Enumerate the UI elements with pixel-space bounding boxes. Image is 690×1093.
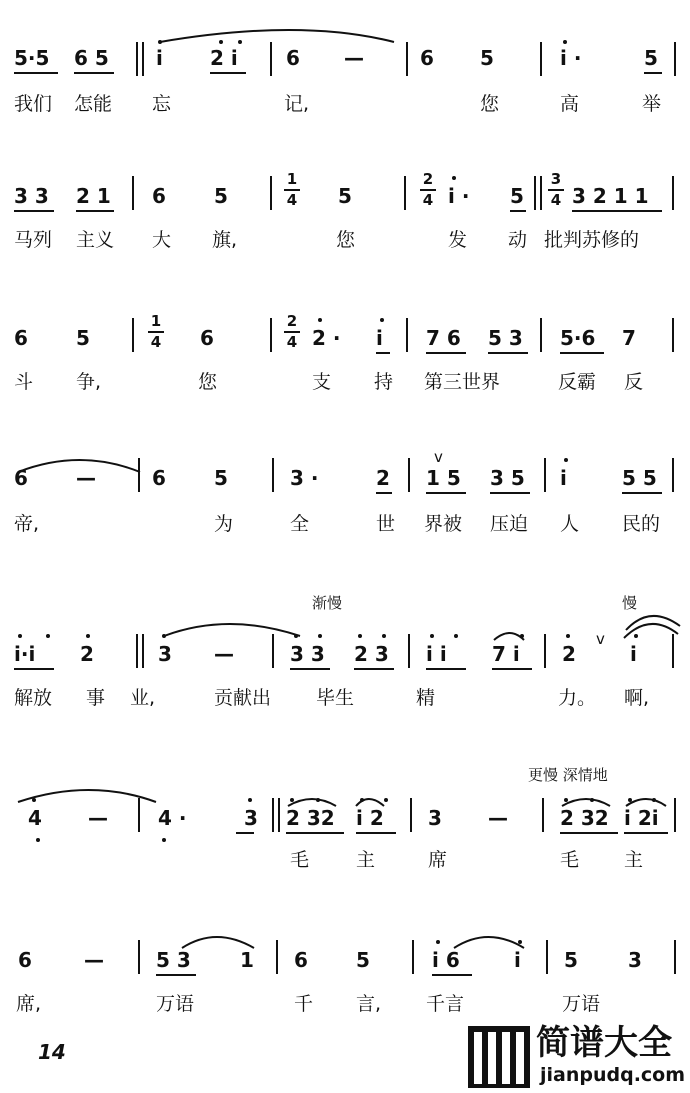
barline — [412, 940, 414, 974]
underline — [236, 832, 254, 834]
note-group: 2 — [562, 642, 576, 666]
underline — [156, 974, 196, 976]
note-group: 6 — [14, 466, 28, 490]
octave-dot — [452, 176, 456, 180]
lyric: 旗, — [212, 229, 238, 251]
octave-dot — [162, 634, 166, 638]
lyric: 人 — [560, 513, 580, 535]
octave-dot — [634, 634, 638, 638]
note-group: 5·6 — [560, 326, 596, 350]
note-group: i — [376, 326, 383, 350]
note-group: i · — [448, 184, 470, 208]
barline — [672, 176, 674, 210]
lyric: 您 — [480, 93, 500, 115]
lyric: 记, — [284, 93, 310, 115]
slur — [454, 937, 524, 948]
octave-dot — [86, 634, 90, 638]
note-group: 2 3 — [354, 642, 389, 666]
slur — [18, 790, 156, 802]
octave-dot — [358, 634, 362, 638]
octave-dot — [384, 798, 388, 802]
lyric: 毛 — [290, 849, 310, 871]
slur — [626, 799, 666, 806]
underline — [644, 72, 662, 74]
barline — [132, 318, 134, 352]
octave-dot — [563, 40, 567, 44]
lyric: 动 — [508, 229, 528, 251]
slur — [160, 30, 394, 42]
barline — [674, 798, 676, 832]
lyric: 帝, — [14, 513, 40, 535]
slur — [164, 624, 300, 636]
barline — [540, 318, 542, 352]
note-group: 5 — [564, 948, 578, 972]
note-group: 2 i — [210, 46, 238, 70]
barline — [132, 176, 134, 210]
note-group: 2 · — [312, 326, 341, 350]
underline — [490, 492, 530, 494]
octave-dot — [162, 838, 166, 842]
underline — [426, 492, 466, 494]
barline — [270, 318, 272, 352]
barline — [672, 634, 674, 668]
note-group: — — [488, 806, 508, 830]
lyric: 民的 — [622, 513, 661, 535]
lyric: 千言 — [426, 993, 465, 1015]
barline — [406, 42, 408, 76]
note-group: 3 5 — [490, 466, 525, 490]
lyric: 席, — [16, 993, 42, 1015]
underline — [492, 668, 532, 670]
lyric: 解放 — [14, 687, 53, 709]
note-group: 4 — [28, 806, 42, 830]
note-group: 6 5 — [74, 46, 109, 70]
note-group: i·i — [14, 642, 36, 666]
piano-icon — [468, 1026, 530, 1088]
lyric: 毛 — [560, 849, 580, 871]
octave-dot — [318, 318, 322, 322]
octave-dot — [290, 798, 294, 802]
slur — [288, 799, 336, 806]
expression-mark: 更慢 深情地 — [528, 766, 608, 784]
barline — [544, 634, 546, 668]
slur — [562, 799, 610, 806]
note-group: i 6 — [432, 948, 460, 972]
note-group: 5 3 — [488, 326, 523, 350]
octave-dot — [316, 798, 320, 802]
breath-mark: v — [434, 448, 443, 466]
lyric: 持 — [374, 371, 394, 393]
note-group: i — [560, 466, 567, 490]
octave-dot — [158, 40, 162, 44]
note-group: 7 6 — [426, 326, 461, 350]
underline — [286, 832, 344, 834]
note-group: 3 2 1 1 — [572, 184, 649, 208]
barline — [276, 940, 278, 974]
lyric: 大 — [152, 229, 172, 251]
lyric: 马列 — [14, 229, 53, 251]
note-group: 7 — [622, 326, 636, 350]
site-logo — [468, 1024, 690, 1092]
barline — [278, 798, 280, 832]
octave-dot — [454, 634, 458, 638]
lyric: 千 — [294, 993, 314, 1015]
octave-dot — [294, 634, 298, 638]
tempo-mark: 渐慢 — [312, 594, 343, 612]
barline — [540, 176, 542, 210]
lyric: 为 — [214, 513, 234, 535]
octave-dot — [46, 634, 50, 638]
note-group: i — [514, 948, 521, 972]
barline — [272, 798, 274, 832]
barline — [138, 458, 140, 492]
lyric: 忘 — [152, 93, 172, 115]
note-group: 2 1 — [76, 184, 111, 208]
lyric: 您 — [336, 229, 356, 251]
note-group: 6 — [152, 184, 166, 208]
lyric: 批判苏修的 — [544, 229, 640, 251]
note-group: 6 — [286, 46, 300, 70]
lyric: 事 — [86, 687, 106, 709]
underline — [510, 210, 526, 212]
lyric: 啊, — [624, 687, 650, 709]
octave-dot — [518, 940, 522, 944]
note-group: i — [630, 642, 637, 666]
note-group: 2 — [376, 466, 390, 490]
barline — [138, 940, 140, 974]
octave-dot — [18, 634, 22, 638]
barline — [542, 798, 544, 832]
underline — [572, 210, 662, 212]
barline — [138, 798, 140, 832]
underline — [210, 72, 246, 74]
lyric: 力。 — [558, 687, 597, 709]
barline — [136, 634, 138, 668]
octave-dot — [318, 634, 322, 638]
page-number: 14 — [38, 1040, 66, 1064]
logo-site: jianpudq.com — [540, 1064, 686, 1086]
note-group: i 2 — [356, 806, 384, 830]
lyric: 压迫 — [490, 513, 529, 535]
note-group: i · — [560, 46, 582, 70]
note-group: 3 — [628, 948, 642, 972]
lyric: 支 — [312, 371, 332, 393]
underline — [560, 352, 604, 354]
barline — [408, 458, 410, 492]
note-group: 1 — [240, 948, 254, 972]
underline — [356, 832, 396, 834]
lyric: 争, — [76, 371, 102, 393]
octave-dot — [238, 40, 242, 44]
lyric: 席 — [428, 849, 448, 871]
lyric: 斗 — [14, 371, 34, 393]
underline — [14, 72, 58, 74]
lyric: 您 — [198, 371, 218, 393]
time-signature: 3 4 — [548, 172, 564, 208]
octave-dot — [564, 458, 568, 462]
octave-dot — [628, 798, 632, 802]
octave-dot — [380, 318, 384, 322]
note-group: 6 — [14, 326, 28, 350]
note-group: 5 — [338, 184, 352, 208]
note-group: 5 — [480, 46, 494, 70]
note-group: 1 5 — [426, 466, 461, 490]
underline — [376, 352, 390, 354]
octave-dot — [248, 798, 252, 802]
barline — [410, 798, 412, 832]
lyric: 怎能 — [74, 93, 113, 115]
note-group: i — [156, 46, 163, 70]
lyric: 我们 — [14, 93, 53, 115]
slur — [182, 937, 254, 948]
lyric: 主 — [624, 849, 644, 871]
lyric: 言, — [356, 993, 382, 1015]
note-group: 6 — [152, 466, 166, 490]
logo-title: 简谱大全 — [536, 1023, 672, 1063]
note-group: 5 — [510, 184, 524, 208]
note-group: 6 — [420, 46, 434, 70]
note-group: i 2i — [624, 806, 659, 830]
note-group: 6 — [18, 948, 32, 972]
note-group: 3 3 — [14, 184, 49, 208]
note-group: 5 — [76, 326, 90, 350]
time-signature: 1 4 — [284, 172, 300, 208]
lyric: 主 — [356, 849, 376, 871]
time-signature: 2 4 — [420, 172, 436, 208]
note-group: 3 — [244, 806, 258, 830]
slur — [626, 616, 680, 630]
note-group: 5 — [214, 184, 228, 208]
underline — [376, 492, 392, 494]
underline — [76, 210, 114, 212]
underline — [74, 72, 114, 74]
barline — [136, 42, 138, 76]
lyric: 万语 — [156, 993, 195, 1015]
barline — [674, 940, 676, 974]
barline — [674, 42, 676, 76]
note-group: 2 32 — [560, 806, 609, 830]
underline — [488, 352, 528, 354]
note-group: i i — [426, 642, 447, 666]
octave-dot — [36, 838, 40, 842]
lyric: 第三世界 — [424, 371, 501, 393]
note-group: 5 — [214, 466, 228, 490]
underline — [624, 832, 668, 834]
lyric: 业, — [130, 687, 156, 709]
note-group: — — [88, 806, 108, 830]
note-group: 2 32 — [286, 806, 335, 830]
note-group: 5 — [356, 948, 370, 972]
note-group: 5 — [644, 46, 658, 70]
lyric: 反 — [624, 371, 644, 393]
note-group: 5 5 — [622, 466, 657, 490]
barline — [546, 940, 548, 974]
note-group: 3 3 — [290, 642, 325, 666]
barline — [672, 318, 674, 352]
note-group: 3 · — [290, 466, 319, 490]
breath-mark: v — [596, 630, 605, 648]
note-group: 7 i — [492, 642, 520, 666]
barline — [272, 458, 274, 492]
lyric: 高 — [560, 93, 580, 115]
note-group: — — [214, 642, 234, 666]
octave-dot — [520, 634, 524, 638]
underline — [354, 668, 394, 670]
underline — [14, 210, 54, 212]
barline — [406, 318, 408, 352]
octave-dot — [32, 798, 36, 802]
octave-dot — [436, 940, 440, 944]
note-group: 2 — [80, 642, 94, 666]
note-group: — — [76, 466, 96, 490]
barline — [672, 458, 674, 492]
octave-dot — [360, 798, 364, 802]
lyric: 世 — [376, 513, 396, 535]
barline — [534, 176, 536, 210]
barline — [142, 42, 144, 76]
lyric: 万语 — [562, 993, 601, 1015]
underline — [432, 974, 472, 976]
barline — [544, 458, 546, 492]
octave-dot — [566, 634, 570, 638]
barline — [408, 634, 410, 668]
underline — [426, 352, 466, 354]
lyric: 毕生 — [316, 687, 355, 709]
octave-dot — [652, 798, 656, 802]
lyric: 主义 — [76, 229, 115, 251]
note-group: — — [84, 948, 104, 972]
barline — [270, 42, 272, 76]
note-group: 6 — [294, 948, 308, 972]
octave-dot — [382, 634, 386, 638]
octave-dot — [430, 634, 434, 638]
lyric: 反霸 — [558, 371, 597, 393]
lyric: 发 — [448, 229, 468, 251]
octave-dot — [219, 40, 223, 44]
time-signature: 1 4 — [148, 314, 164, 350]
note-group: 3 — [428, 806, 442, 830]
lyric: 贡献出 — [214, 687, 272, 709]
slur — [624, 624, 678, 638]
note-group: 5·5 — [14, 46, 50, 70]
lyric: 精 — [416, 687, 436, 709]
lyric: 界被 — [424, 513, 463, 535]
underline — [14, 668, 54, 670]
octave-dot — [564, 798, 568, 802]
barline — [272, 634, 274, 668]
note-group: 4 · — [158, 806, 187, 830]
barline — [270, 176, 272, 210]
barline — [404, 176, 406, 210]
underline — [426, 668, 466, 670]
barline — [540, 42, 542, 76]
note-group: 5 3 — [156, 948, 191, 972]
lyric: 全 — [290, 513, 310, 535]
lyric: 举 — [642, 93, 662, 115]
time-signature: 2 4 — [284, 314, 300, 350]
barline — [142, 634, 144, 668]
underline — [560, 832, 618, 834]
underline — [290, 668, 330, 670]
note-group: 3 — [158, 642, 172, 666]
note-group: 6 — [200, 326, 214, 350]
octave-dot — [590, 798, 594, 802]
tempo-mark: 慢 — [622, 594, 638, 612]
underline — [622, 492, 662, 494]
note-group: — — [344, 46, 364, 70]
